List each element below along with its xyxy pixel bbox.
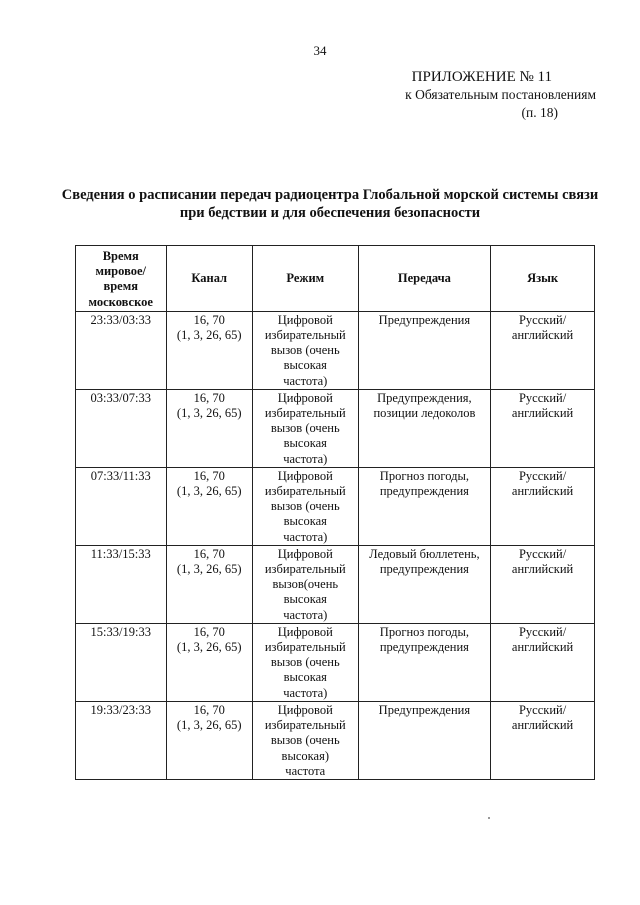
table-row	[76, 545, 595, 623]
table-row	[76, 701, 595, 779]
header-transmission: Передача	[358, 246, 491, 312]
table-row	[76, 389, 595, 467]
cell-transmission: Предупреждения, позиции ледоколов	[358, 389, 491, 467]
cell-transmission: Предупреждения	[358, 311, 491, 389]
table-row	[76, 311, 595, 389]
cell-time: 03:33/07:33	[76, 389, 167, 467]
cell-channel: 16, 70 (1, 3, 26, 65)	[166, 389, 252, 467]
cell-time: 07:33/11:33	[76, 467, 167, 545]
header-mode: Режим	[252, 246, 358, 312]
cell-mode: Цифровой избирательный вызов (очень высокая частота)	[252, 467, 358, 545]
header-row	[76, 246, 595, 312]
cell-transmission: Прогноз погоды, предупреждения	[358, 623, 491, 701]
table-header	[76, 246, 595, 312]
appendix-ref: (п. 18)	[521, 105, 558, 120]
cell-language: Русский/ английский	[491, 467, 595, 545]
header-time: Время мировое/ время московское	[76, 246, 167, 312]
table-body	[76, 311, 595, 779]
cell-time: 19:33/23:33	[76, 701, 167, 779]
appendix-block	[296, 68, 596, 122]
cell-language: Русский/ английский	[491, 311, 595, 389]
cell-time: 11:33/15:33	[76, 545, 167, 623]
table-row	[76, 623, 595, 701]
appendix-title: ПРИЛОЖЕНИЕ № 11	[411, 69, 552, 85]
cell-language: Русский/ английский	[491, 389, 595, 467]
cell-language: Русский/ английский	[491, 545, 595, 623]
cell-mode: Цифровой избирательный вызов (очень высокая частота)	[252, 389, 358, 467]
cell-channel: 16, 70 (1, 3, 26, 65)	[166, 701, 252, 779]
page-number: 34	[313, 43, 327, 58]
cell-transmission: Ледовый бюллетень, предупреждения	[358, 545, 491, 623]
cell-language: Русский/ английский	[491, 701, 595, 779]
cell-language: Русский/ английский	[491, 623, 595, 701]
cell-mode: Цифровой избирательный вызов (очень высокая частота)	[252, 311, 358, 389]
appendix-subtitle: к Обязательным постановлениям	[405, 87, 596, 102]
header-language: Язык	[491, 246, 595, 312]
cell-channel: 16, 70 (1, 3, 26, 65)	[166, 467, 252, 545]
document-title: Сведения о расписании передач радиоцентра Глобальной морской системы связи при бедствии и для обеспечения безопасности	[61, 187, 599, 221]
cell-time: 23:33/03:33	[76, 311, 167, 389]
table-row	[76, 467, 595, 545]
cell-mode: Цифровой избирательный вызов (очень высокая частота)	[252, 623, 358, 701]
schedule-table	[75, 245, 595, 780]
header-channel: Канал	[166, 246, 252, 312]
scan-speck	[488, 817, 490, 819]
cell-transmission: Прогноз погоды, предупреждения	[358, 467, 491, 545]
cell-channel: 16, 70 (1, 3, 26, 65)	[166, 311, 252, 389]
cell-time: 15:33/19:33	[76, 623, 167, 701]
cell-channel: 16, 70 (1, 3, 26, 65)	[166, 545, 252, 623]
cell-mode: Цифровой избирательный вызов(очень высокая частота)	[252, 545, 358, 623]
cell-transmission: Предупреждения	[358, 701, 491, 779]
cell-mode: Цифровой избирательный вызов (очень высокая) частота	[252, 701, 358, 779]
cell-channel: 16, 70 (1, 3, 26, 65)	[166, 623, 252, 701]
